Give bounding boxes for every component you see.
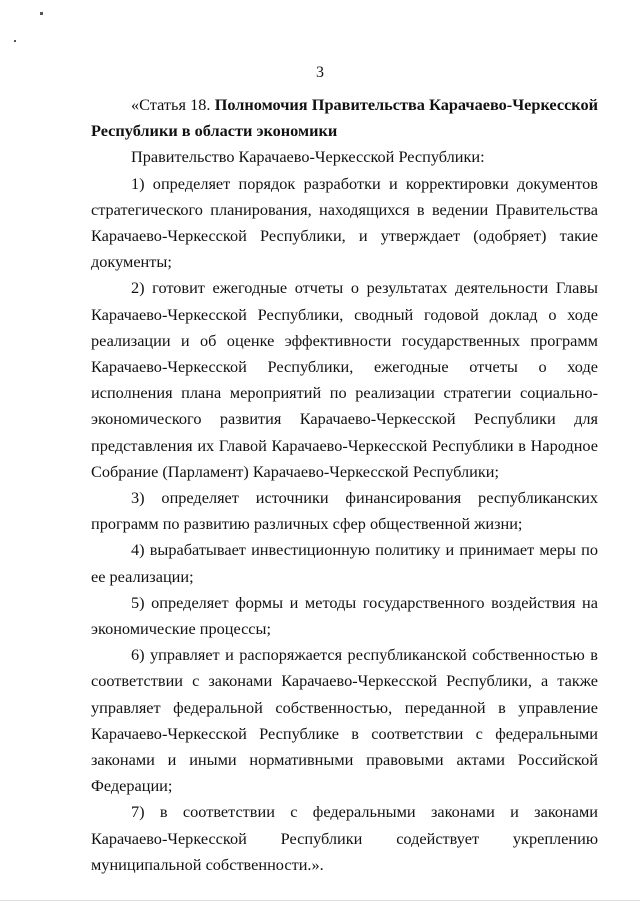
article-prefix: «Статья 18. — [131, 95, 215, 114]
list-item-5: 5) определяет формы и методы государственного воздействия на экономические процессы; — [91, 592, 598, 639]
article-title: Полномочия Правительства Карачаево-Черкесской Республики в области экономики — [91, 95, 598, 141]
list-item-2: 2) готовит ежегодные отчеты о результатах деятельности Главы Карачаево-Черкесской Республики, сводный годовой доклад о ходе реализации и об оценке эффективности государственных программ Карачаево-Черкесской Республики, ежегодные отчеты о ходе исполнения плана мероприятий по реализации стратегии социально-экономического развития Карачаево-Черкесской Республики для представления их Главой Карачаево-Черкесской Республики в Народное Собрание (Парламент) Карачаево-Черкесской Республики; — [91, 278, 598, 481]
page-number: 3 — [316, 64, 324, 81]
document-body — [91, 92, 598, 878]
list-item-1: 1) определяет порядок разработки и корректировки документов стратегического планирования, находящихся в ведении Правительства Карачаево-Черкесской Республики, и утверждает (одобряет) такие документы; — [91, 173, 598, 272]
scan-mark-bottom — [0, 900, 640, 901]
scan-mark-top — [40, 12, 43, 15]
list-item-4: 4) вырабатывает инвестиционную политику и принимает меры по ее реализации; — [91, 540, 598, 586]
article-heading — [91, 92, 598, 144]
list-item-3: 3) определяет источники финансирования республиканских программ по развитию различных сфер общественной жизни; — [91, 488, 598, 534]
scan-mark-left — [14, 40, 16, 42]
intro-paragraph: Правительство Карачаево-Черкесской Республики: — [131, 147, 485, 167]
list-item-7: 7) в соответствии с федеральными законами и законами Карачаево-Черкесской Республики содействует укреплению муниципальной собственности.». — [91, 802, 598, 874]
list-item-6: 6) управляет и распоряжается республиканской собственностью в соответствии с законами Карачаево-Черкесской Республики, а также управляет федеральной собственностью, переданной в управление Карачаево-Черкесской Республике в соответствии с федеральными законами и иными нормативными правовыми актами Российской Федерации; — [91, 645, 598, 796]
